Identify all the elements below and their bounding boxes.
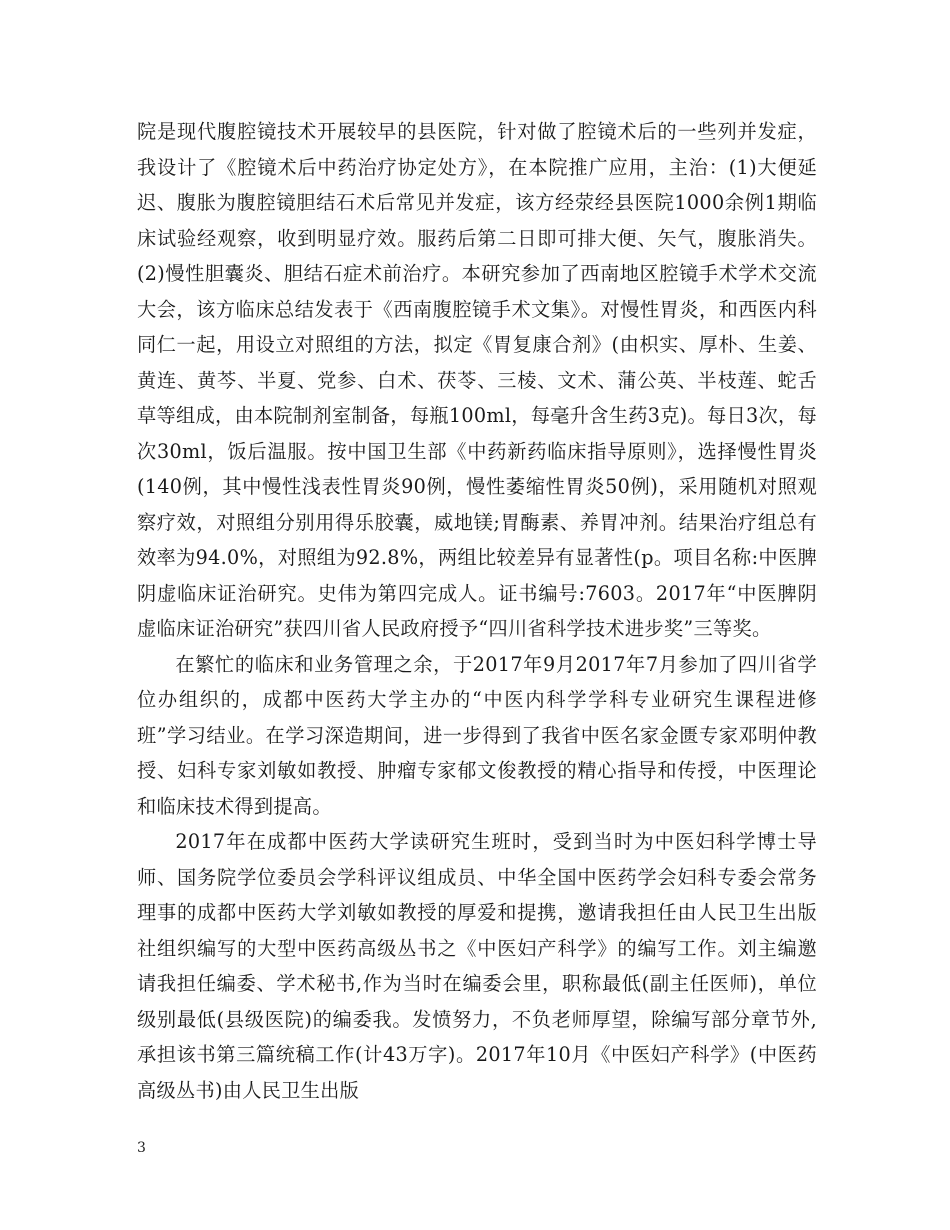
paragraph-1: 院是现代腹腔镜技术开展较早的县医院，针对做了腔镜术后的一些列并发症，我设计了《腔镜术后中药治疗协定处方》，在本院推广应用，主治：(1)大便延迟、腹胀为腹腔镜胆结石术后常见并发症，该方经荥经县医院1000余例1期临床试验经观察，收到明显疗效。服药后第二日即可排大便、矢气，腹胀消失。(2)慢性胆囊炎、胆结石症术前治疗。本研究参加了西南地区腔镜手术学术交流大会，该方临床总结发表于《西南腹腔镜手术文集》。对慢性胃炎，和西医内科同仁一起，用设立对照组的方法，拟定《胃复康合剂》(由枳实、厚朴、生姜、黄连、黄芩、半夏、党参、白术、茯苓、三棱、文术、蒲公英、半枝莲、蛇舌草等组成，由本院制剂室制备，每瓶100ml，每毫升含生药3克)。每日3次，每次30ml，饭后温服。按中国卫生部《中药新药临床指导原则》，选择慢性胃炎(140例，其中慢性浅表性胃炎90例，慢性萎缩性胃炎50例)，采用随机对照观察疗效，对照组分别用得乐胶囊，威地镁;胃酶素、养胃冲剂。结果治疗组总有效率为94.0%，对照组为92.8%，两组比较差异有显著性(p。项目名称:中医脾阴虚临床证治研究。史伟为第四完成人。证书编号:7603。2017年“中医脾阴虚临床证治研究”获四川省人民政府授予“四川省科学技术进步奖”三等奖。 bbox=[137, 120, 817, 640]
paragraph-3: 2017年在成都中医药大学读研究生班时，受到当时为中医妇科学博士导师、国务院学位委员会学科评议组成员、中华全国中医药学会妇科专委会常务理事的成都中医药大学刘敏如教授的厚爱和提携，邀请我担任由人民卫生出版社组织编写的大型中医药高级丛书之《中医妇产科学》的编写工作。刘主编邀请我担任编委、学术秘书,作为当时在编委会里，职称最低(副主任医师)，单位级别最低(县级医院)的编委我。发愤努力，不负老师厚望，除编写部分章节外,承担该书第三篇统稿工作(计43万字)。2017年10月《中医妇产科学》(中医药高级丛书)由人民卫生出版 bbox=[137, 830, 817, 1102]
page-number: 3 bbox=[137, 1140, 146, 1156]
paragraph-2: 在繁忙的临床和业务管理之余，于2017年9月2017年7月参加了四川省学位办组织的，成都中医药大学主办的“中医内科学学科专业研究生课程进修班”学习结业。在学习深造期间，进一步得到了我省中医名家金匮专家邓明仲教授、妇科专家刘敏如教授、肿瘤专家郁文俊教授的精心指导和传授，中医理论和临床技术得到提高。 bbox=[137, 652, 817, 818]
body-text bbox=[137, 114, 817, 1108]
